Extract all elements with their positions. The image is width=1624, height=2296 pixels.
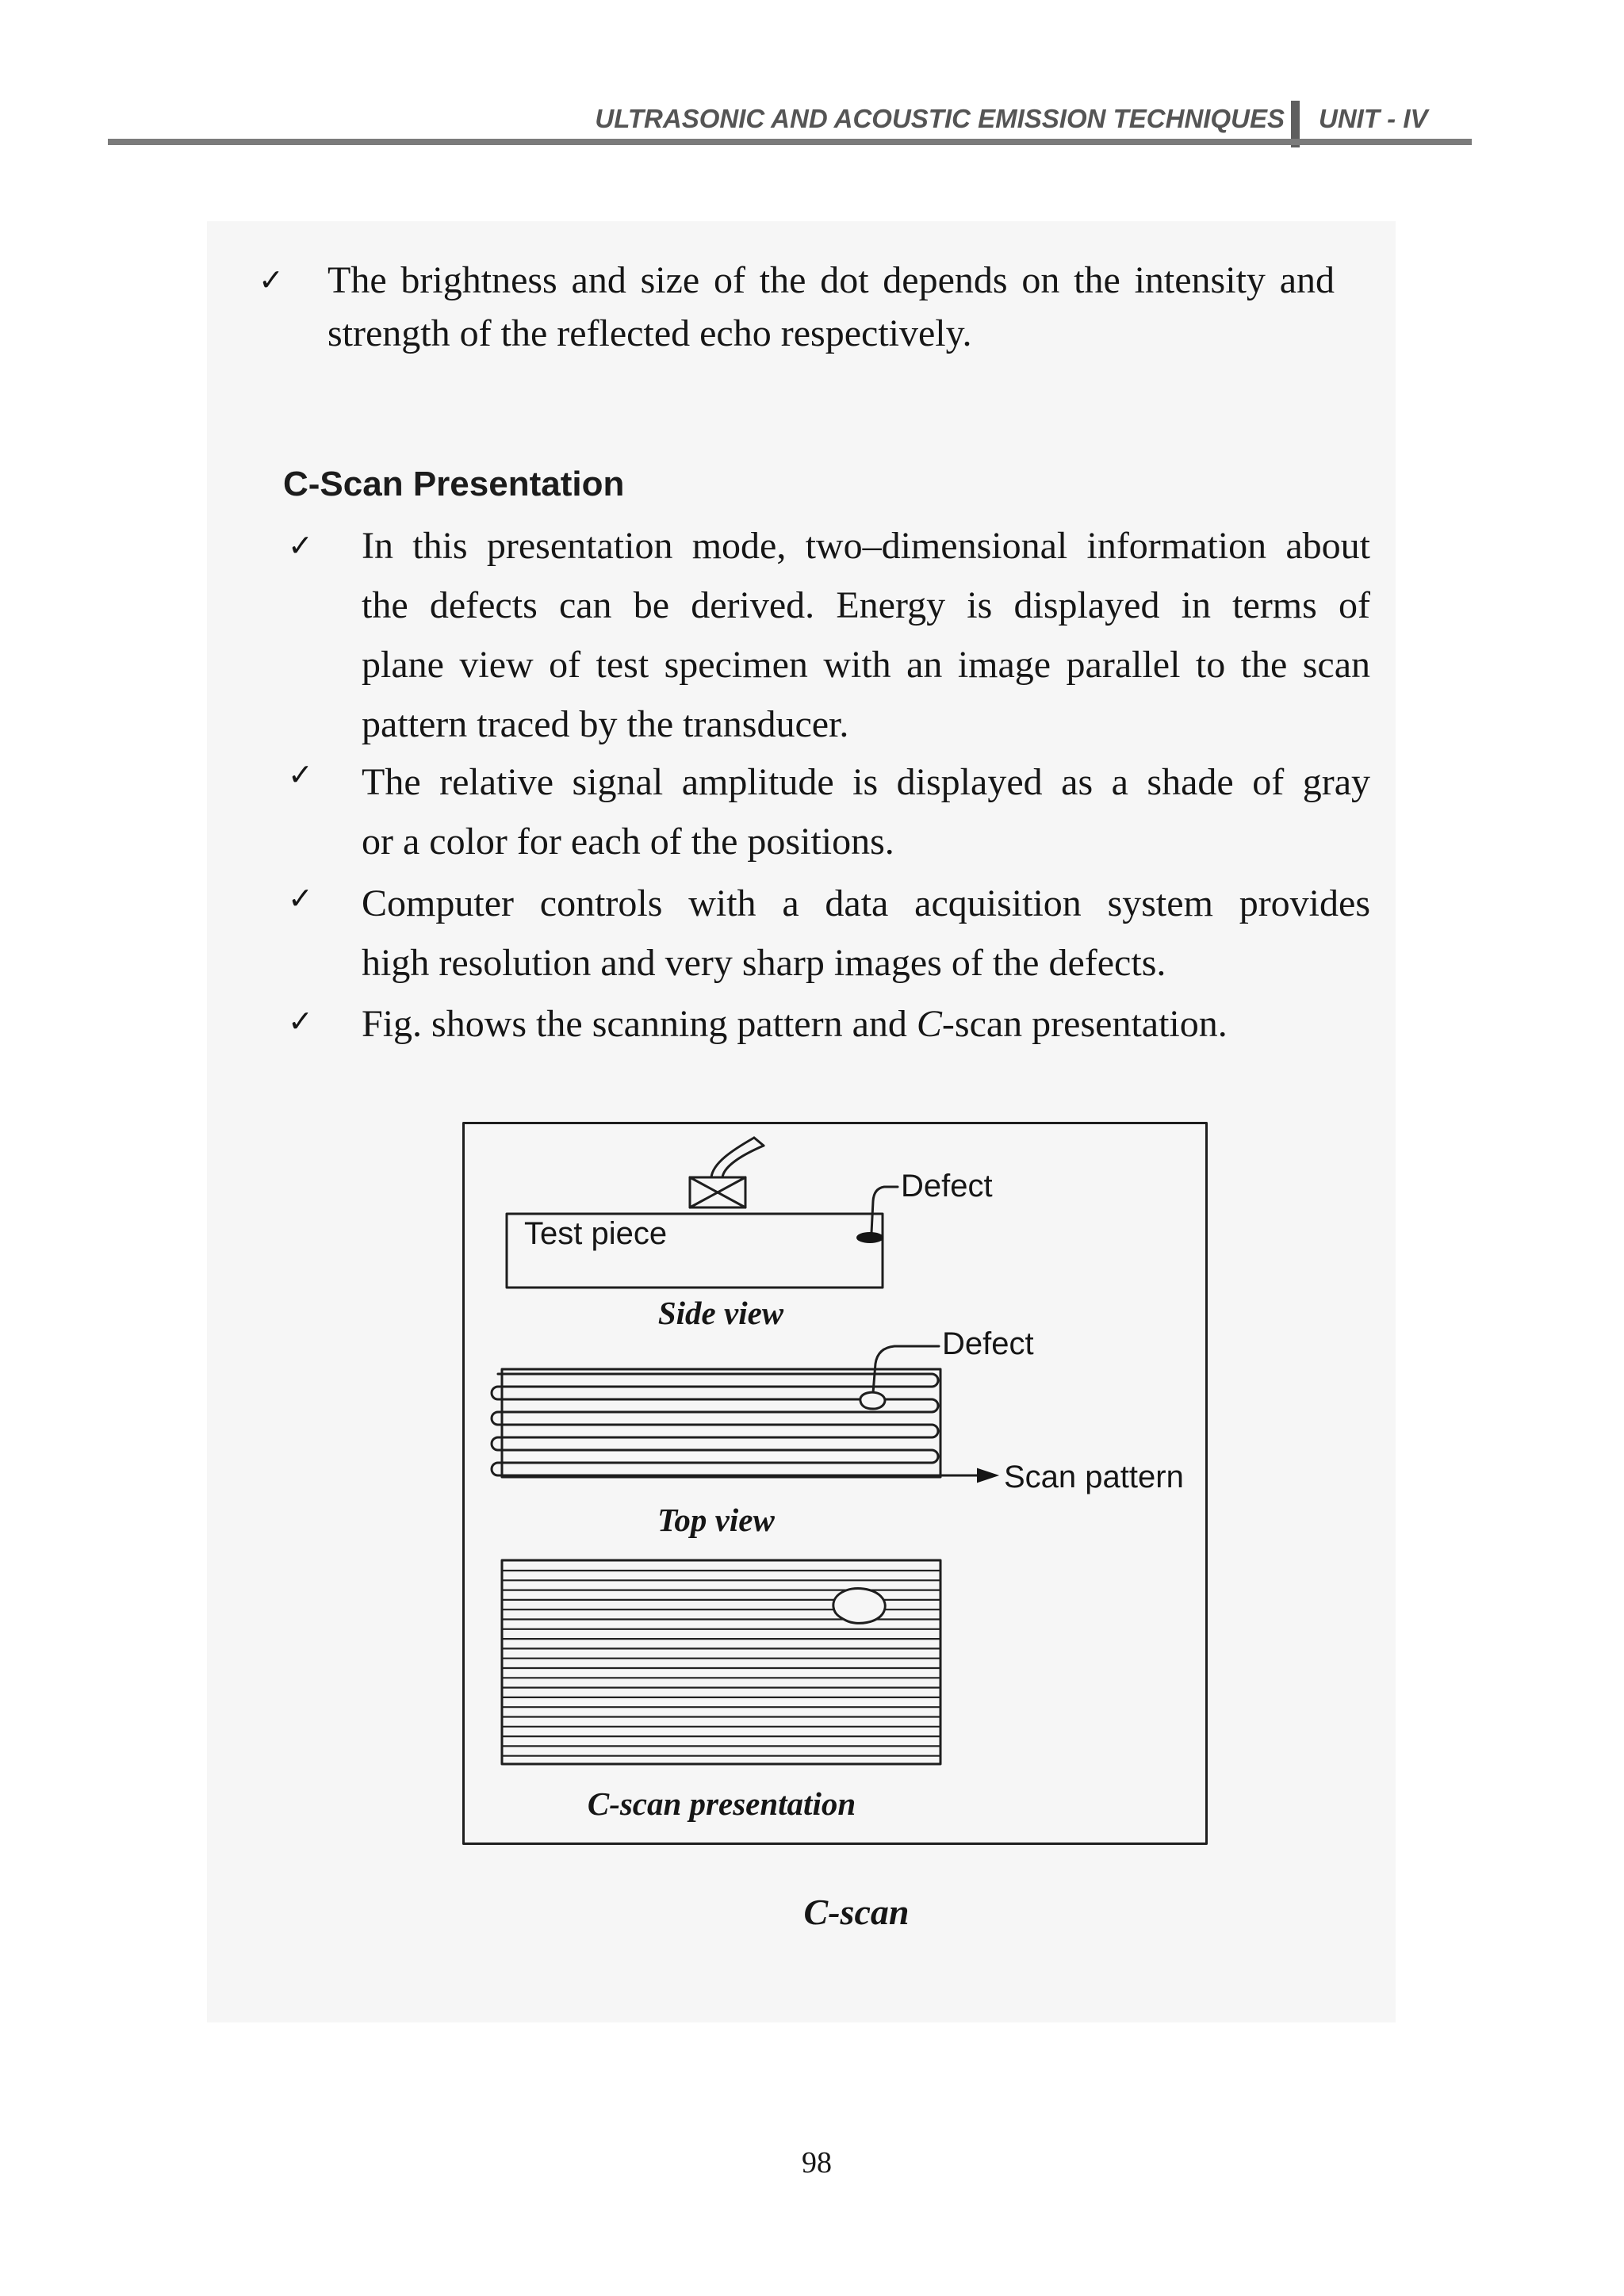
top-defect-label: Defect — [942, 1326, 1034, 1361]
top-defect — [860, 1392, 885, 1409]
text-line: Computer controls with a data acquisition system provides — [362, 882, 1370, 924]
text-line — [362, 994, 1370, 1054]
scan-arrowhead — [978, 1469, 997, 1482]
check-icon: ✓ — [288, 757, 313, 792]
text-line: strength of the reflected echo respectively. — [327, 312, 972, 354]
top-view-caption: Top view — [657, 1502, 775, 1538]
running-header-unit: UNIT - IV — [1319, 104, 1428, 133]
check-icon: ✓ — [288, 528, 313, 563]
transducer-cable — [711, 1138, 754, 1177]
header-rule — [108, 139, 1472, 145]
text-segment: -scan presentation. — [941, 1003, 1228, 1045]
text-line: or a color for each of the positions. — [362, 821, 894, 863]
transducer — [690, 1138, 764, 1207]
test-piece-label: Test piece — [524, 1216, 668, 1251]
check-icon: ✓ — [288, 881, 313, 916]
text-segment: Fig. shows the scanning pattern and — [362, 1003, 917, 1045]
check-icon: ✓ — [259, 262, 284, 297]
page-number: 98 — [802, 2146, 832, 2179]
scan-pattern-label: Scan pattern — [1004, 1460, 1184, 1494]
check-icon: ✓ — [288, 1004, 313, 1039]
side-defect-label: Defect — [901, 1169, 993, 1203]
transducer-cable-end — [754, 1138, 764, 1146]
intro-paragraph — [327, 254, 1335, 360]
italic-letter: C — [916, 1003, 942, 1045]
figure-caption: C-scan — [803, 1892, 910, 1932]
side-defect-leader — [871, 1187, 898, 1233]
running-header-title: ULTRASONIC AND ACOUSTIC EMISSION TECHNIQUES — [595, 104, 1285, 133]
c-scan-figure — [462, 1122, 1208, 1845]
side-defect — [857, 1233, 883, 1242]
cscan-defect — [833, 1588, 885, 1623]
text-line: high resolution and very sharp images of the defects. — [362, 942, 1166, 984]
text-line: the defects can be derived. Energy is displayed in terms of — [362, 584, 1370, 626]
transducer-cable — [722, 1146, 764, 1177]
text-line: In this presentation mode, two–dimensional information about — [362, 525, 1370, 567]
text-line: pattern traced by the transducer. — [362, 703, 849, 745]
bullet-paragraph — [362, 752, 1370, 871]
bullet-paragraph — [362, 994, 1370, 1054]
bullet-paragraph — [362, 516, 1370, 754]
side-view-caption: Side view — [657, 1295, 784, 1331]
text-line: The relative signal amplitude is displayed as a shade of gray — [362, 761, 1370, 803]
bullet-paragraph — [362, 874, 1370, 993]
cscan-view-caption: C-scan presentation — [587, 1785, 856, 1822]
text-line: The brightness and size of the dot depends on the intensity and — [327, 259, 1335, 301]
text-line: plane view of test specimen with an image parallel to the scan — [362, 644, 1370, 686]
section-heading: C-Scan Presentation — [283, 465, 625, 503]
scan-path — [492, 1374, 979, 1475]
